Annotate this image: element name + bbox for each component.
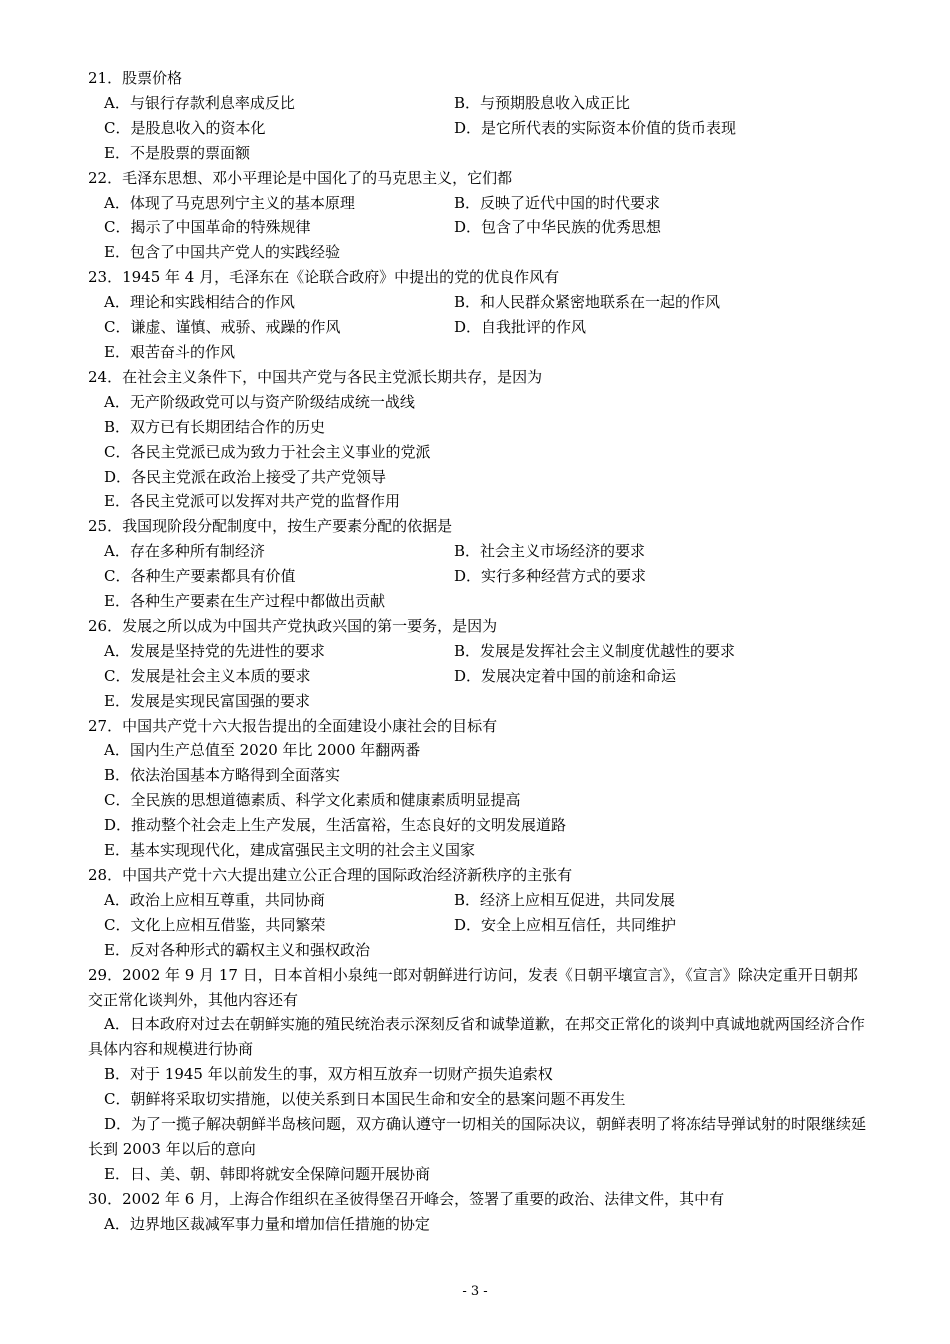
option-b: B．社会主义市场经济的要求	[454, 542, 646, 561]
question-27: 27．中国共产党十六大报告提出的全面建设小康社会的目标有	[88, 716, 498, 735]
option-e: E．各民主党派可以发挥对共产党的监督作用	[104, 492, 400, 511]
option-b: B．发展是发挥社会主义制度优越性的要求	[454, 641, 736, 660]
option-e: E．发展是实现民富国强的要求	[104, 691, 310, 710]
option-e: E．反对各种形式的霸权主义和强权政治	[104, 940, 370, 959]
option-b: B．对于 1945 年以前发生的事，双方相互放弃一切财产损失追索权	[104, 1065, 553, 1084]
question-25: 25．我国现阶段分配制度中，按生产要素分配的依据是	[88, 517, 453, 536]
option-row	[88, 215, 868, 240]
option-row	[88, 564, 868, 589]
option-c: C．发展是社会主义本质的要求	[104, 666, 311, 685]
option-b: B．反映了近代中国的时代要求	[454, 193, 661, 212]
option-b: B．经济上应相互促进，共同发展	[454, 890, 676, 909]
option-d: D．包含了中华民族的优秀思想	[454, 218, 662, 237]
question-23: 23．1945 年 4 月，毛泽东在《论联合政府》中提出的党的优良作风有	[88, 268, 560, 287]
option-d: D．实行多种经营方式的要求	[454, 567, 647, 586]
option-c: C．谦虚、谨慎、戒骄、戒躁的作风	[104, 318, 341, 337]
option-c: C．全民族的思想道德素质、科学文化素质和健康素质明显提高	[104, 791, 521, 810]
option-a: A．理论和实践相结合的作风	[104, 293, 295, 312]
option-c: C．文化上应相互借鉴，共同繁荣	[104, 915, 326, 934]
question-21: 21．股票价格	[88, 69, 183, 87]
question-22: 22．毛泽东思想、邓小平理论是中国化了的马克思主义，它们都	[88, 168, 513, 187]
option-e: E．包含了中国共产党人的实践经验	[104, 243, 340, 262]
option-row	[88, 290, 868, 315]
option-d: D．各民主党派在政治上接受了共产党领导	[104, 467, 387, 486]
option-b: B．与预期股息收入成正比	[454, 93, 631, 112]
option-d: D．推动整个社会走上生产发展，生活富裕，生态良好的文明发展道路	[104, 816, 567, 835]
option-d: D．是它所代表的实际资本价值的货币表现	[454, 118, 737, 137]
option-e: E．各种生产要素在生产过程中都做出贡献	[104, 592, 385, 611]
option-c: C．是股息收入的资本化	[104, 118, 266, 137]
question-28: 28．中国共产党十六大提出建立公正合理的国际政治经济新秩序的主张有	[88, 866, 573, 884]
option-b: B．双方已有长期团结合作的历史	[104, 417, 326, 436]
option-row	[88, 91, 868, 116]
option-b: B．依法治国基本方略得到全面落实	[104, 766, 341, 785]
option-e: E．不是股票的票面额	[104, 143, 250, 162]
option-e: E．基本实现现代化，建成富强民主文明的社会主义国家	[104, 841, 475, 860]
option-row	[88, 315, 868, 340]
option-a: A．发展是坚持党的先进性的要求	[104, 641, 325, 660]
option-row	[88, 191, 868, 216]
option-c: C．揭示了中国革命的特殊规律	[104, 218, 311, 237]
option-a: A．无产阶级政党可以与资产阶级结成统一战线	[104, 392, 415, 411]
option-a: A．政治上应相互尊重，共同协商	[104, 890, 325, 909]
option-row	[88, 888, 868, 913]
option-a: A．存在多种所有制经济	[104, 542, 265, 561]
option-row	[88, 639, 868, 664]
option-row	[88, 913, 868, 938]
option-row	[88, 664, 868, 689]
option-e: E．艰苦奋斗的作风	[104, 342, 235, 361]
option-a: A．与银行存款利息率成反比	[104, 93, 295, 112]
option-c: C．各种生产要素都具有价值	[104, 567, 296, 586]
question-30: 30．2002 年 6 月，上海合作组织在圣彼得堡召开峰会，签署了重要的政治、法律文件，其中有	[88, 1189, 725, 1208]
option-b: B．和人民群众紧密地联系在一起的作风	[454, 293, 721, 312]
option-row	[88, 539, 868, 564]
option-d: D．自我批评的作风	[454, 318, 587, 337]
option-e: E．日、美、朝、韩即将就安全保障问题开展协商	[104, 1164, 430, 1183]
option-d: D．发展决定着中国的前途和命运	[454, 666, 677, 685]
option-a: A．体现了马克思列宁主义的基本原理	[104, 193, 355, 212]
option-c: C．各民主党派已成为致力于社会主义事业的党派	[104, 442, 431, 461]
option-a: A．日本政府对过去在朝鲜实施的殖民统治表示深刻反省和诚挚道歉，在邦交正常化的谈判中真诚地就两国经济合作具体内容和规模进行协商	[88, 1015, 865, 1059]
option-c: C．朝鲜将采取切实措施，以使关系到日本国民生命和安全的悬案问题不再发生	[104, 1090, 626, 1109]
option-d: D．安全上应相互信任，共同维护	[454, 915, 677, 934]
option-d: D．为了一揽子解决朝鲜半岛核问题，双方确认遵守一切相关的国际决议，朝鲜表明了将冻结导弹试射的时限继续延长到 2003 年以后的意向	[88, 1115, 867, 1158]
exam-page	[88, 66, 868, 1237]
option-row	[88, 116, 868, 141]
question-26: 26．发展之所以成为中国共产党执政兴国的第一要务，是因为	[88, 616, 498, 635]
question-24: 24．在社会主义条件下，中国共产党与各民主党派长期共存，是因为	[88, 367, 543, 386]
question-29: 29．2002 年 9 月 17 日，日本首相小泉纯一郎对朝鲜进行访问，发表《日朝平壤宣言》，《宣言》除决定重开日朝邦交正常化谈判外，其他内容还有	[88, 965, 858, 1009]
page-number: - 3 -	[462, 1284, 488, 1299]
option-a: A．边界地区裁减军事力量和增加信任措施的协定	[104, 1214, 430, 1233]
option-a: A．国内生产总值至 2020 年比 2000 年翻两番	[104, 741, 421, 760]
